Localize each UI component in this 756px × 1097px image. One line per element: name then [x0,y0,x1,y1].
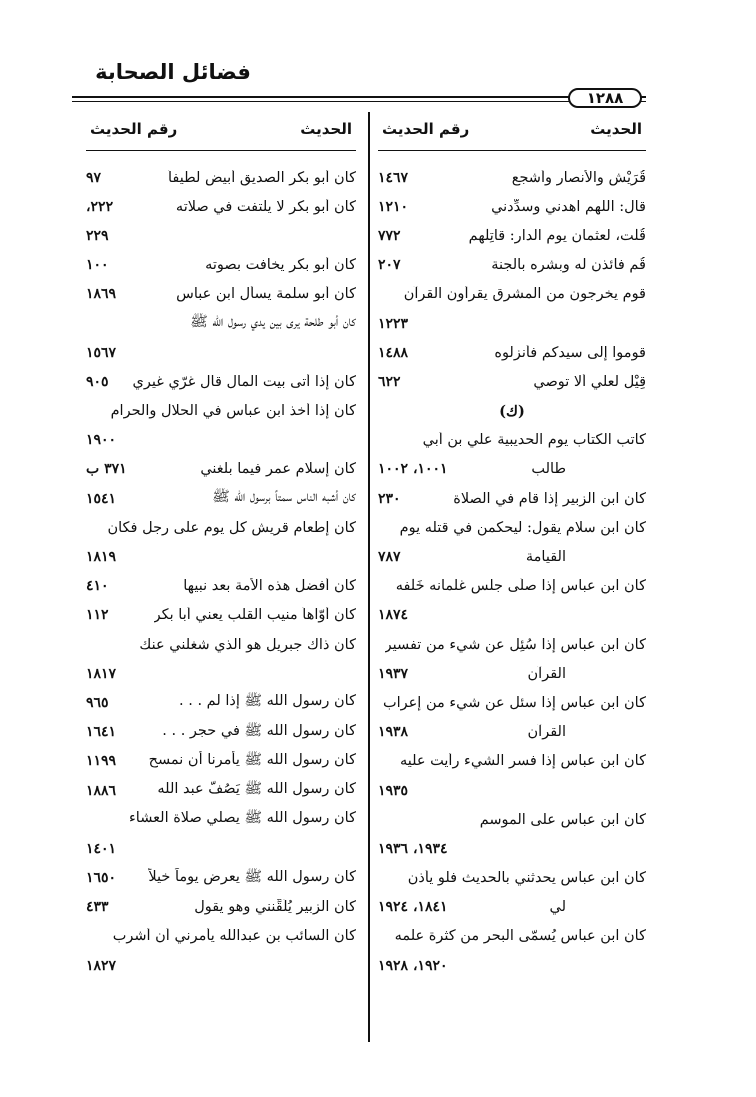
hadith-number: ١٩٣٨ [378,724,409,741]
hadith-number: ١٠٠١، ١٠٠٢ [378,461,448,478]
hadith-text: قوموا إلى سيدكم فأنزلوه [494,344,646,361]
hadith-text: كان رسول الله ﷺ يأمرنا أن نمسح [148,751,356,768]
hadith-text: القيامة [525,549,566,566]
hadith-number: ٢٣٠ [378,490,401,507]
index-entry [378,572,646,601]
index-entry [378,367,646,396]
hadith-text: كان إذا أخذ ابن عباس في الحلال والحرام [110,403,356,420]
hadith-text: (ك) [499,402,525,420]
hadith-number: ١٢٢٣ [378,315,409,332]
index-entry [86,922,356,951]
index-entry [378,864,646,893]
index-entry [86,951,356,980]
hadith-number: ٢٠٧ [378,257,401,274]
hadith-number: ٧٧٢ [378,227,401,244]
index-entry [86,718,356,747]
index-entry [378,718,646,747]
hadith-number: ١٨٤١، ١٩٢٤ [378,899,448,916]
index-entry [378,192,646,221]
page-number: ١٢٨٨ [568,88,642,108]
hadith-number: ١٩٣٧ [378,665,409,682]
hadith-text: القرآن [527,665,566,682]
hadith-number: ١٦٤١ [86,724,117,741]
hadith-number: ١٩٢٠، ١٩٢٨ [378,957,448,974]
hadith-number: ٤١٠ [86,578,109,595]
index-entry [378,455,646,484]
index-entry [86,688,356,717]
hadith-text: كان ابن عباس إذا صلّى جلس غلمانه خَلْفه [395,578,646,595]
header-rule [72,96,646,98]
hadith-number: ١٠٠ [86,257,109,274]
column-divider [368,112,370,1042]
index-entry [86,776,356,805]
hadith-number: ٢٢٩ [86,227,109,244]
left-column [86,120,356,980]
index-entry [378,163,646,192]
hadith-number: ١٨٦٩ [86,286,117,303]
index-entry [378,922,646,951]
index-entry [378,630,646,659]
index-entry [86,192,356,221]
index-list [86,163,356,980]
hadith-number: ٩٦٥ [86,694,109,711]
index-entry [378,776,646,805]
hadith-number: ١٩٠٠ [86,432,117,449]
index-entry [378,805,646,834]
hadith-text: كان ابن عباس إذا سئل عن شيء من إعراب [382,694,646,711]
hadith-text: كان ابن الزبير إذا قام في الصلاة [453,490,646,507]
header-number: رقم الحديث [382,120,470,138]
hadith-text: قُلْت، لعثمان يوم الدار: قاتِلْهم [468,227,646,244]
index-entry [378,426,646,455]
hadith-text: كان إطعام قريش كل يوم على رجل فكان [107,519,356,536]
index-entry [86,630,356,659]
index-entry [86,221,356,250]
hadith-number: ١٤٨٨ [378,344,409,361]
hadith-number: ١٥٦٧ [86,344,117,361]
hadith-text: كان ابن عباس على الموسم [479,811,646,828]
hadith-text: كان أبو سلمة يسأل ابن عباس [176,286,356,303]
index-entry [378,834,646,863]
hadith-number: ١٨١٧ [86,665,117,682]
hadith-text: قال: اللهم اهدني وسدِّدني [491,198,646,215]
hadith-number: ٩٧ [86,169,102,186]
index-entry [86,659,356,688]
index-entry [378,338,646,367]
index-entry [86,251,356,280]
index-entry [86,747,356,776]
index-entry [86,163,356,192]
hadith-text: كان أبو بكر لا يلتفت في صلاته [175,198,356,215]
index-entry [378,747,646,776]
hadith-number: ١١٩٩ [86,753,117,770]
right-column [378,120,646,980]
hadith-text: كان رسول الله ﷺ يصلي صلاة العشاء [128,810,356,827]
hadith-number: ١٨٧٤ [378,607,409,624]
index-entry [86,367,356,396]
index-entry [378,513,646,542]
index-entry [86,864,356,893]
hadith-text: القرآن [527,724,566,741]
index-entry [86,834,356,863]
hadith-text: كان رسول الله ﷺ إذا لم . . . [179,693,356,710]
index-entry [378,309,646,338]
hadith-number: ١٨١٩ [86,549,117,566]
header-number: رقم الحديث [90,120,178,138]
hadith-text: كان إسلام عمر فيما بلغني [200,461,356,478]
header-hadith: الحديث [590,120,642,138]
index-entry [86,309,356,338]
hadith-text: كان ذاك جبريل هو الذي شغلني عنك [139,636,356,653]
hadith-text: كان ابن سلام يقول: ليحكمن في قتله يوم [399,519,646,536]
hadith-text: طالب [531,461,566,478]
hadith-text: كاتب الكتاب يوم الحديبية علي بن أبي [422,432,646,449]
hadith-text: كان أوّاهاً منيب القلب يعني أبا بكر [153,607,356,624]
hadith-text: كان ابن عباس إذا سُئِل عن شيء من تفسير [384,636,646,653]
hadith-text: قِيْل لعلي ألا توصي [533,373,646,390]
section-letter [378,397,646,426]
hadith-text: كان رسول الله ﷺ في حجر . . . [162,722,356,739]
index-entry [86,542,356,571]
hadith-number: ١٤٦٧ [378,169,409,186]
book-title: فضائل الصحابة [95,60,251,84]
hadith-number: ١٨٢٧ [86,957,117,974]
hadith-text: كان ابن عباس إذا فسر الشيء رأيت عليه [399,753,646,770]
hadith-text: كان إذا أتى بيت المال قال غرّي غيري [132,373,356,390]
index-entry [86,805,356,834]
index-entry [86,893,356,922]
hadith-text: كان أشبه الناس سمتاً برسول الله ﷺ [212,489,356,506]
hadith-text: كان أبو طلحة يرى بين يدي رسول الله ﷺ [190,314,356,331]
hadith-text: كان الزبير يُلَقِّنني وهو يقول [194,899,356,916]
index-entry [378,688,646,717]
index-entry [378,542,646,571]
index-entry [378,951,646,980]
hadith-text: كان أبو بكر الصديق أبيض لطيفاً [167,169,356,186]
hadith-text: كان ابن عباس يحدثني بالحديث فلو يأذن [407,870,646,887]
header-rule-thin [72,101,646,102]
hadith-text: كان رسول الله ﷺ يَصُفّ عبد الله [157,781,356,798]
hadith-number: ١٩٣٥ [378,782,409,799]
hadith-text: قُم فائذن له وبشره بالجنة [491,257,646,274]
hadith-text: كان السائب بن عبدالله يأمرني أن أشرب [112,928,356,945]
index-entry [378,484,646,513]
header-hadith: الحديث [300,120,352,138]
index-entry [86,513,356,542]
hadith-text: كان ابن عباس يُسمّى البحر من كثرة علمه [394,928,646,945]
hadith-text: كان رسول الله ﷺ يعرض يوماً خيلاً [148,868,356,885]
index-entry [86,280,356,309]
hadith-text: كان أبو بكر يخافت بصوته [205,257,356,274]
hadith-number: ١٥٤١ [86,490,117,507]
index-entry [86,455,356,484]
index-entry [378,280,646,309]
index-entry [378,221,646,250]
hadith-text: قُرَيْش والأنصار وأشجع [511,169,646,186]
hadith-number: ٢٢٢، [86,198,114,215]
index-entry [86,601,356,630]
hadith-text: لي [549,899,566,916]
index-entry [378,251,646,280]
hadith-number: ٩٠٥ [86,373,109,390]
hadith-number: ١٤٠١ [86,840,117,857]
hadith-number: ٣٧١ ب [86,461,127,478]
hadith-number: ٤٣٣ [86,899,109,916]
column-header [86,120,356,151]
hadith-text: قوم يخرجون من المشرق يقرأون القرآن [403,286,646,303]
index-entry [86,397,356,426]
index-entry [378,601,646,630]
hadith-number: ١١٢ [86,607,109,624]
hadith-text: كان أفضل هذه الأمة بعد نبيها [183,578,356,595]
column-header [378,120,646,151]
hadith-number: ١٩٣٤، ١٩٣٦ [378,840,448,857]
hadith-number: ٦٢٢ [378,373,401,390]
hadith-number: ١٢١٠ [378,198,409,215]
index-entry [378,893,646,922]
index-entry [86,426,356,455]
index-entry [86,484,356,513]
hadith-number: ١٨٨٦ [86,782,117,799]
index-entry [378,659,646,688]
hadith-number: ١٦٥٠ [86,870,117,887]
index-entry [86,338,356,367]
index-entry [86,572,356,601]
hadith-number: ٧٨٧ [378,549,401,566]
index-list [378,163,646,980]
